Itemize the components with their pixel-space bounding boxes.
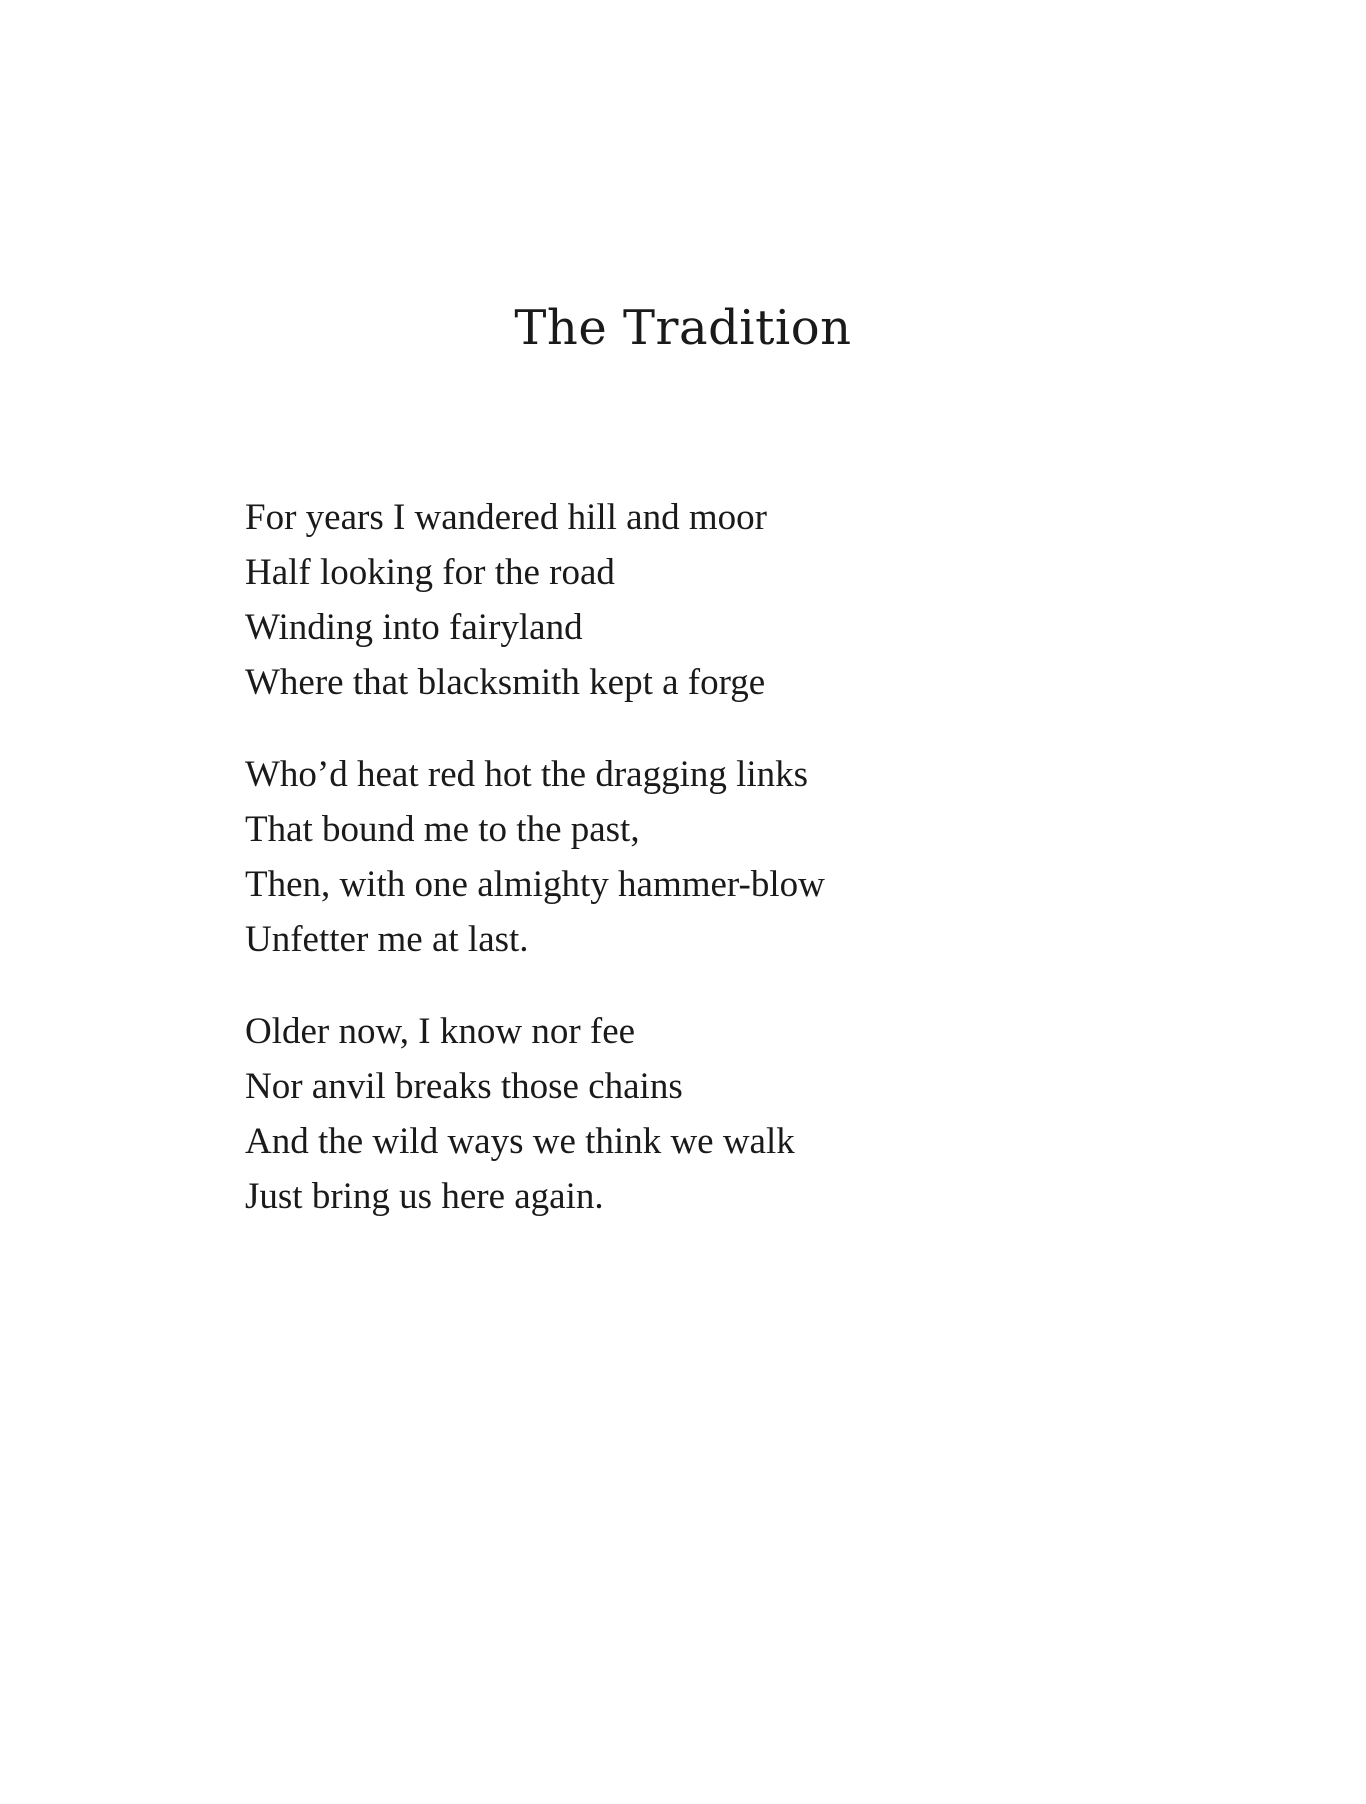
poem-line: Unfetter me at last. [245, 919, 529, 960]
stanza-3 [245, 1004, 1145, 1224]
poem-line: Where that blacksmith kept a forge [245, 662, 766, 703]
poem-line: Half looking for the road [245, 552, 615, 593]
poem-line: Nor anvil breaks those chains [245, 1066, 683, 1107]
poem-line: Older now, I know nor fee [245, 1011, 636, 1052]
poem-line: That bound me to the past, [245, 809, 640, 850]
poem-line: Winding into fairyland [245, 607, 583, 648]
poem-line: And the wild ways we think we walk [245, 1121, 795, 1162]
poem-body [245, 490, 1145, 1261]
stanza-2 [245, 747, 1145, 967]
stanza-1 [245, 490, 1145, 710]
poem-title: The Tradition [514, 300, 852, 356]
poem-line: Just bring us here again. [245, 1176, 604, 1217]
poem-line: Then, with one almighty hammer-blow [245, 864, 825, 905]
poem-line: For years I wandered hill and moor [245, 497, 767, 538]
poem-line: Who’d heat red hot the dragging links [245, 754, 809, 795]
